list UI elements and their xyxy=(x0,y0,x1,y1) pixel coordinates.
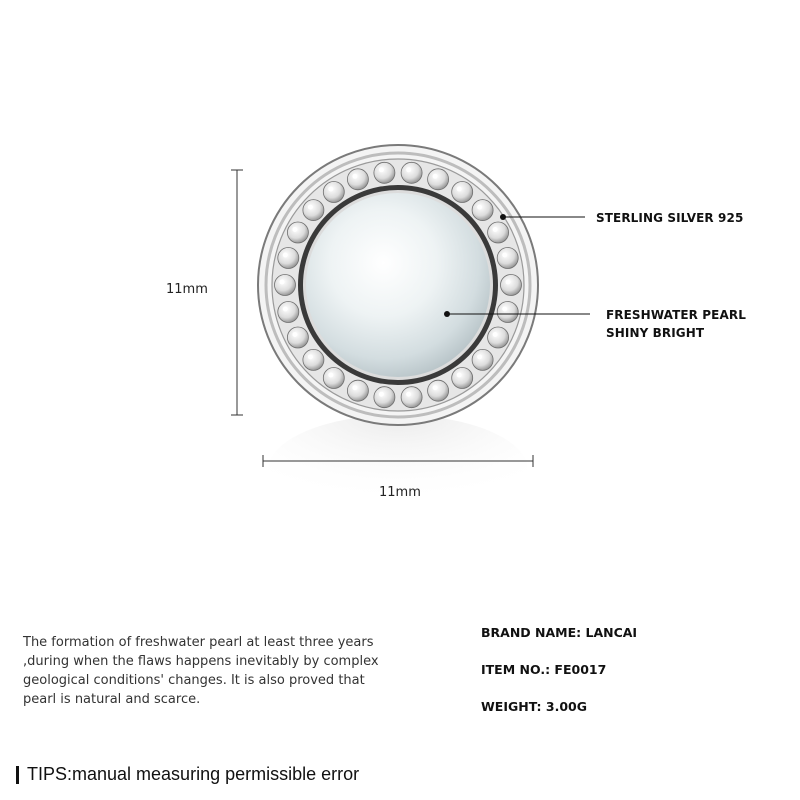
pearl-callout-line1: FRESHWATER PEARL xyxy=(606,308,746,322)
width-dimension-label: 11mm xyxy=(379,485,421,500)
weight: WEIGHT: 3.00G xyxy=(481,699,587,714)
material-callout: STERLING SILVER 925 xyxy=(596,211,744,225)
pearl-callout-line2: SHINY BRIGHT xyxy=(606,326,705,340)
brand-name: BRAND NAME: LANCAI xyxy=(481,625,638,640)
tips-text: TIPS:manual measuring permissible error xyxy=(27,764,360,784)
product-description: The formation of freshwater pearl at least three years ,during when the flaws happens inevitably by complex geological conditions' changes. It is also proved that pearl is natural and scarce. xyxy=(23,635,379,707)
tips-marker xyxy=(16,766,19,784)
pearl-callout xyxy=(606,306,746,342)
height-dimension-label: 11mm xyxy=(166,282,208,297)
item-number: ITEM NO.: FE0017 xyxy=(481,662,607,677)
